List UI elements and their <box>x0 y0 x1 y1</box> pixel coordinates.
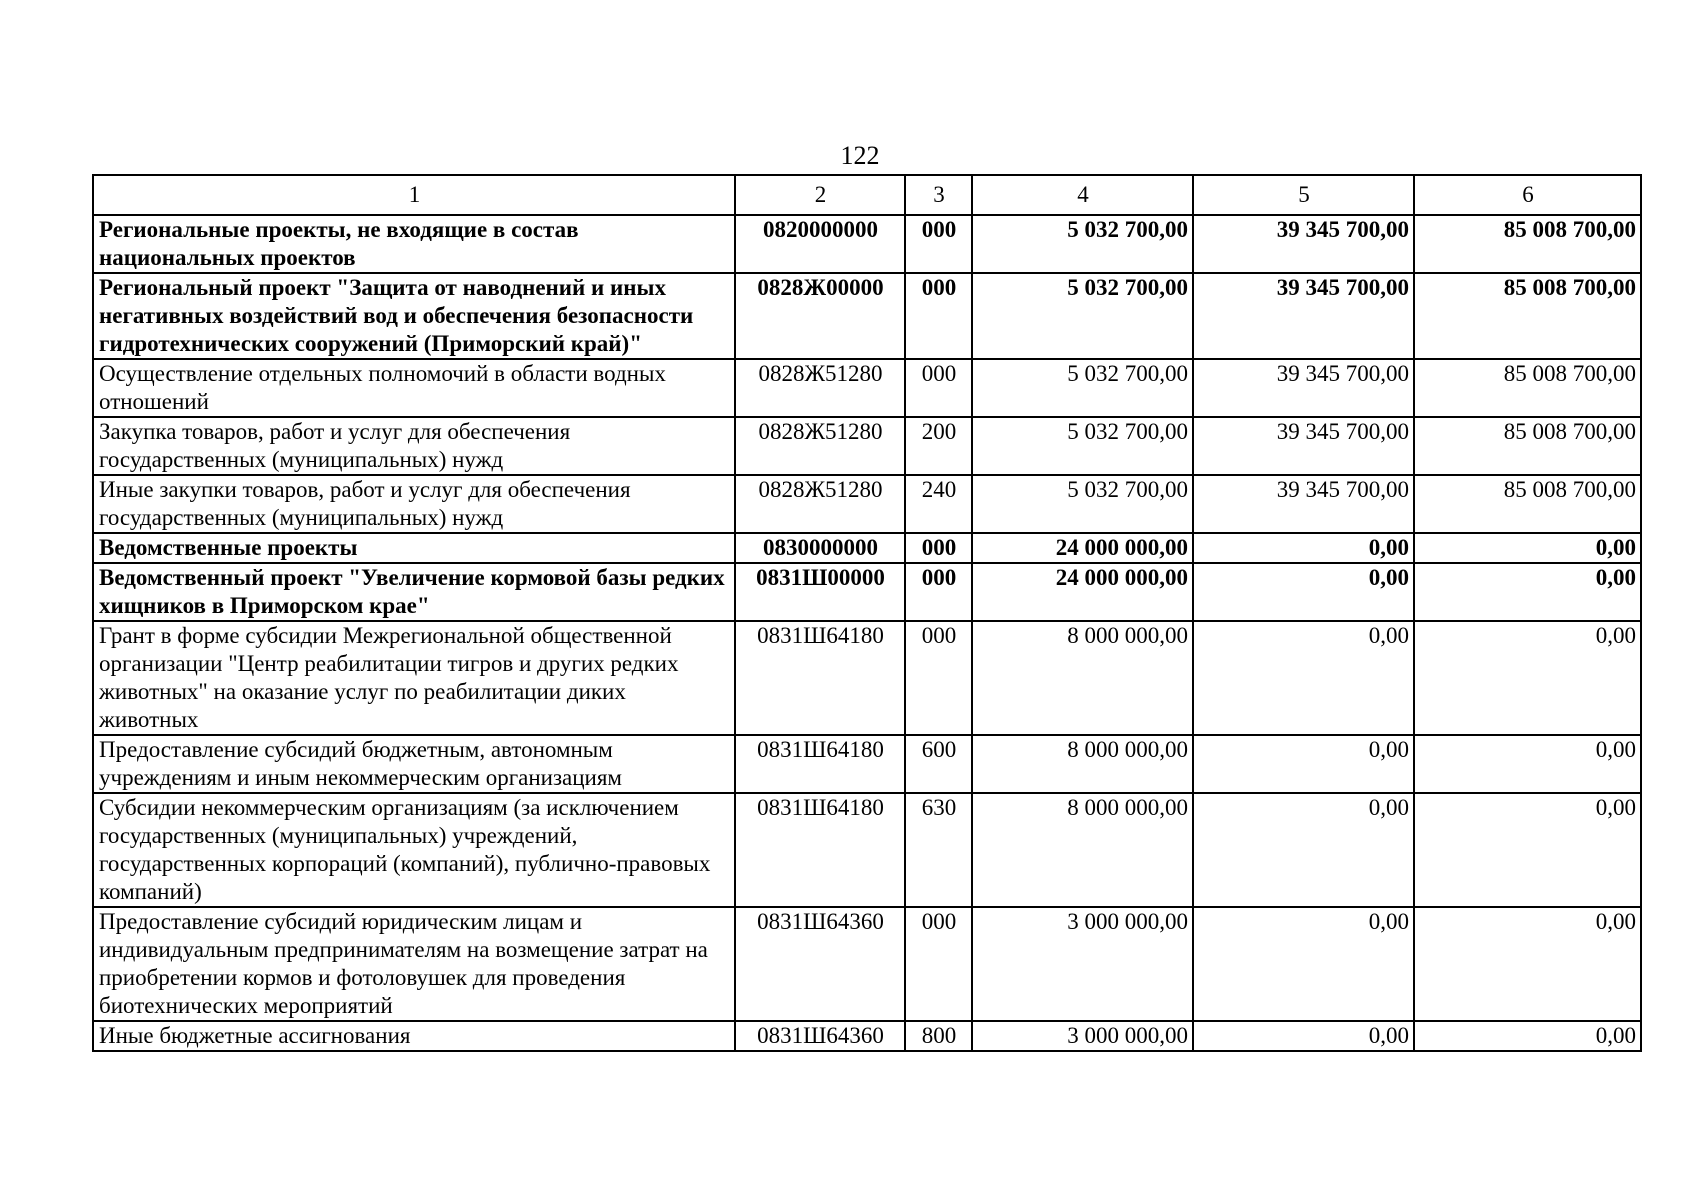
sum-year-2: 0,00 <box>1193 1021 1414 1051</box>
target-code: 0831Ш64360 <box>735 907 905 1021</box>
sum-year-3: 0,00 <box>1414 735 1641 793</box>
expense-type: 200 <box>905 417 972 475</box>
expense-type: 000 <box>905 273 972 359</box>
expense-type: 800 <box>905 1021 972 1051</box>
expense-type: 000 <box>905 215 972 273</box>
target-code: 0831Ш64180 <box>735 793 905 907</box>
header-row <box>93 175 1641 215</box>
sum-year-2: 0,00 <box>1193 793 1414 907</box>
target-code: 0830000000 <box>735 533 905 563</box>
sum-year-2: 39 345 700,00 <box>1193 359 1414 417</box>
col-header-6: 6 <box>1414 175 1641 215</box>
target-code: 0831Ш00000 <box>735 563 905 621</box>
sum-year-2: 0,00 <box>1193 533 1414 563</box>
table-row <box>93 793 1641 907</box>
item-name: Предоставление субсидий бюджетным, автономным учреждениям и иным некоммерческим организациям <box>93 735 735 793</box>
expense-type: 000 <box>905 621 972 735</box>
table-row <box>93 621 1641 735</box>
item-name: Ведомственные проекты <box>93 533 735 563</box>
sum-year-3: 85 008 700,00 <box>1414 475 1641 533</box>
target-code: 0828Ж00000 <box>735 273 905 359</box>
sum-year-3: 85 008 700,00 <box>1414 417 1641 475</box>
item-name: Иные бюджетные ассигнования <box>93 1021 735 1051</box>
sum-year-3: 85 008 700,00 <box>1414 215 1641 273</box>
table-row <box>93 417 1641 475</box>
table-row <box>93 475 1641 533</box>
sum-year-1: 3 000 000,00 <box>972 907 1193 1021</box>
sum-year-3: 0,00 <box>1414 563 1641 621</box>
sum-year-1: 24 000 000,00 <box>972 533 1193 563</box>
col-header-4: 4 <box>972 175 1193 215</box>
table-row <box>93 1021 1641 1051</box>
sum-year-2: 0,00 <box>1193 621 1414 735</box>
target-code: 0828Ж51280 <box>735 417 905 475</box>
table-row <box>93 215 1641 273</box>
page-number: 122 <box>840 141 880 170</box>
expense-type: 630 <box>905 793 972 907</box>
sum-year-3: 0,00 <box>1414 621 1641 735</box>
sum-year-2: 39 345 700,00 <box>1193 475 1414 533</box>
sum-year-1: 3 000 000,00 <box>972 1021 1193 1051</box>
item-name: Субсидии некоммерческим организациям (за исключением государственных (муниципальных) учреждений, государственных корпораций (компаний), публично-правовых компаний) <box>93 793 735 907</box>
target-code: 0820000000 <box>735 215 905 273</box>
budget-table <box>92 174 1642 1052</box>
sum-year-3: 0,00 <box>1414 533 1641 563</box>
sum-year-1: 8 000 000,00 <box>972 793 1193 907</box>
sum-year-3: 0,00 <box>1414 1021 1641 1051</box>
item-name: Ведомственный проект "Увеличение кормовой базы редких хищников в Приморском крае" <box>93 563 735 621</box>
col-header-3: 3 <box>905 175 972 215</box>
sum-year-1: 5 032 700,00 <box>972 273 1193 359</box>
table-row <box>93 359 1641 417</box>
target-code: 0831Ш64360 <box>735 1021 905 1051</box>
sum-year-1: 24 000 000,00 <box>972 563 1193 621</box>
item-name: Закупка товаров, работ и услуг для обеспечения государственных (муниципальных) нужд <box>93 417 735 475</box>
item-name: Предоставление субсидий юридическим лицам и индивидуальным предпринимателям на возмещение затрат на приобретении кормов и фотоловушек для проведения биотехнических мероприятий <box>93 907 735 1021</box>
expense-type: 000 <box>905 907 972 1021</box>
expense-type: 240 <box>905 475 972 533</box>
sum-year-3: 0,00 <box>1414 793 1641 907</box>
item-name: Осуществление отдельных полномочий в области водных отношений <box>93 359 735 417</box>
sum-year-1: 5 032 700,00 <box>972 417 1193 475</box>
expense-type: 600 <box>905 735 972 793</box>
sum-year-1: 5 032 700,00 <box>972 359 1193 417</box>
table-row <box>93 273 1641 359</box>
col-header-2: 2 <box>735 175 905 215</box>
table-row <box>93 735 1641 793</box>
sum-year-1: 5 032 700,00 <box>972 475 1193 533</box>
sum-year-3: 0,00 <box>1414 907 1641 1021</box>
sum-year-1: 8 000 000,00 <box>972 735 1193 793</box>
expense-type: 000 <box>905 563 972 621</box>
target-code: 0828Ж51280 <box>735 475 905 533</box>
target-code: 0828Ж51280 <box>735 359 905 417</box>
sum-year-2: 0,00 <box>1193 907 1414 1021</box>
expense-type: 000 <box>905 359 972 417</box>
target-code: 0831Ш64180 <box>735 621 905 735</box>
col-header-5: 5 <box>1193 175 1414 215</box>
sum-year-2: 0,00 <box>1193 563 1414 621</box>
sum-year-2: 39 345 700,00 <box>1193 417 1414 475</box>
item-name: Грант в форме субсидии Межрегиональной общественной организации "Центр реабилитации тигров и других редких животных" на оказание услуг по реабилитации диких животных <box>93 621 735 735</box>
sum-year-1: 5 032 700,00 <box>972 215 1193 273</box>
sum-year-3: 85 008 700,00 <box>1414 273 1641 359</box>
item-name: Региональный проект "Защита от наводнений и иных негативных воздействий вод и обеспечения безопасности гидротехнических сооружений (Приморский край)" <box>93 273 735 359</box>
target-code: 0831Ш64180 <box>735 735 905 793</box>
item-name: Региональные проекты, не входящие в состав национальных проектов <box>93 215 735 273</box>
item-name: Иные закупки товаров, работ и услуг для обеспечения государственных (муниципальных) нужд <box>93 475 735 533</box>
table-row <box>93 563 1641 621</box>
col-header-1: 1 <box>93 175 735 215</box>
sum-year-2: 39 345 700,00 <box>1193 273 1414 359</box>
sum-year-2: 39 345 700,00 <box>1193 215 1414 273</box>
sum-year-3: 85 008 700,00 <box>1414 359 1641 417</box>
sum-year-2: 0,00 <box>1193 735 1414 793</box>
sum-year-1: 8 000 000,00 <box>972 621 1193 735</box>
table-row <box>93 907 1641 1021</box>
expense-type: 000 <box>905 533 972 563</box>
table-row <box>93 533 1641 563</box>
